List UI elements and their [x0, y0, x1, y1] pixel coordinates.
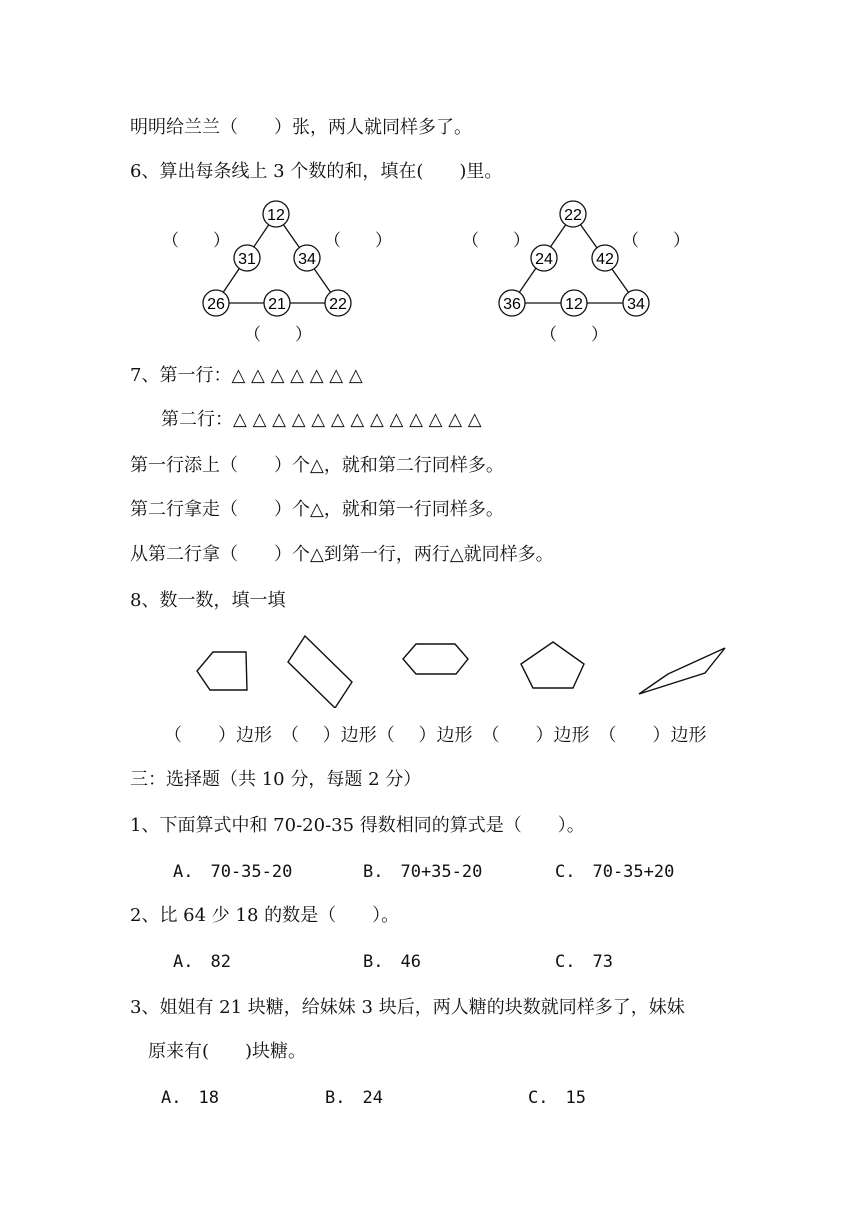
- question-7-remove: 第二行拿走（ ）个△，就和第一行同样多。: [130, 499, 504, 520]
- question-8-answers: （ ）边形 （ ）边形（ ）边形 （ ）边形 （ ）边形: [164, 725, 707, 746]
- hexagon-icon: [403, 644, 468, 674]
- triangle-puzzle-left: [160, 196, 400, 346]
- blank-left: （ ）: [162, 231, 230, 250]
- regular-pentagon-icon: [521, 642, 584, 688]
- node-bottom-left: [499, 290, 525, 316]
- svg-text:22: 22: [329, 296, 347, 313]
- node-top: [263, 201, 289, 227]
- svg-text:12: 12: [565, 296, 583, 313]
- choice-1-option-a: A. 70-35-20: [173, 862, 293, 882]
- svg-text:21: 21: [268, 296, 286, 313]
- svg-text:26: 26: [207, 296, 225, 313]
- svg-text:31: 31: [238, 251, 256, 268]
- choice-question-1: 1、下面算式中和 70-20-35 得数相同的算式是（ ）。: [130, 815, 585, 836]
- node-bottom-mid: [264, 290, 290, 316]
- question-7-add: 第一行添上（ ）个△，就和第二行同样多。: [130, 455, 504, 476]
- svg-text:24: 24: [535, 251, 553, 268]
- blank-right: （ ）: [324, 231, 392, 250]
- question-6: 6、算出每条线上 3 个数的和，填在( )里。: [130, 161, 503, 182]
- pentagon-icon: [197, 652, 247, 690]
- node-bottom-right: [623, 290, 649, 316]
- svg-text:36: 36: [503, 296, 521, 313]
- node-bottom-right: [325, 290, 351, 316]
- choice-2-option-b: B. 46: [363, 952, 421, 972]
- rectangle-icon: [288, 636, 352, 708]
- blank-right: （ ）: [622, 231, 690, 250]
- node-mid-right: [294, 245, 320, 271]
- choice-1-option-c: C. 70-35+20: [555, 862, 675, 882]
- svg-text:12: 12: [267, 207, 285, 224]
- blank-bottom: （ ）: [244, 325, 312, 344]
- section-3-heading: 三：选择题（共 10 分，每题 2 分）: [130, 769, 422, 790]
- node-mid-left: [234, 245, 260, 271]
- choice-2-option-c: C. 73: [555, 952, 613, 972]
- question-8: 8、数一数，填一填: [130, 590, 286, 611]
- triangle-puzzle-right: [460, 196, 700, 346]
- question-7-move: 从第二行拿（ ）个△到第一行，两行△就同样多。: [130, 544, 554, 565]
- blank-bottom: （ ）: [540, 325, 608, 344]
- question-7-row-2: 第二行：△ △ △ △ △ △ △ △ △ △ △ △ △: [161, 409, 482, 430]
- choice-question-3: 3、姐姐有 21 块糖，给妹妹 3 块后，两人糖的块数就同样多了，妹妹: [130, 997, 685, 1018]
- parallelogram-icon: [639, 648, 725, 694]
- choice-3-option-a: A. 18: [161, 1088, 219, 1108]
- choice-2-option-a: A. 82: [173, 952, 231, 972]
- shapes-row: [180, 628, 740, 708]
- blank-left: （ ）: [462, 231, 530, 250]
- node-mid-right: [592, 245, 618, 271]
- svg-text:34: 34: [298, 251, 316, 268]
- svg-text:42: 42: [596, 251, 614, 268]
- choice-question-2: 2、比 64 少 18 的数是（ ）。: [130, 905, 400, 926]
- node-mid-left: [531, 245, 557, 271]
- svg-text:34: 34: [627, 296, 645, 313]
- choice-1-option-b: B. 70+35-20: [363, 862, 483, 882]
- node-top: [560, 201, 586, 227]
- svg-text:22: 22: [564, 207, 582, 224]
- question-7-row-1: 7、第一行：△ △ △ △ △ △ △: [130, 365, 363, 386]
- line-gift-cards: 明明给兰兰（ ）张，两人就同样多了。: [130, 117, 472, 138]
- choice-3-option-b: B. 24: [325, 1088, 383, 1108]
- choice-question-3-cont: 原来有( )块糖。: [148, 1041, 307, 1062]
- choice-3-option-c: C. 15: [528, 1088, 586, 1108]
- node-bottom-left: [203, 290, 229, 316]
- node-bottom-mid: [561, 290, 587, 316]
